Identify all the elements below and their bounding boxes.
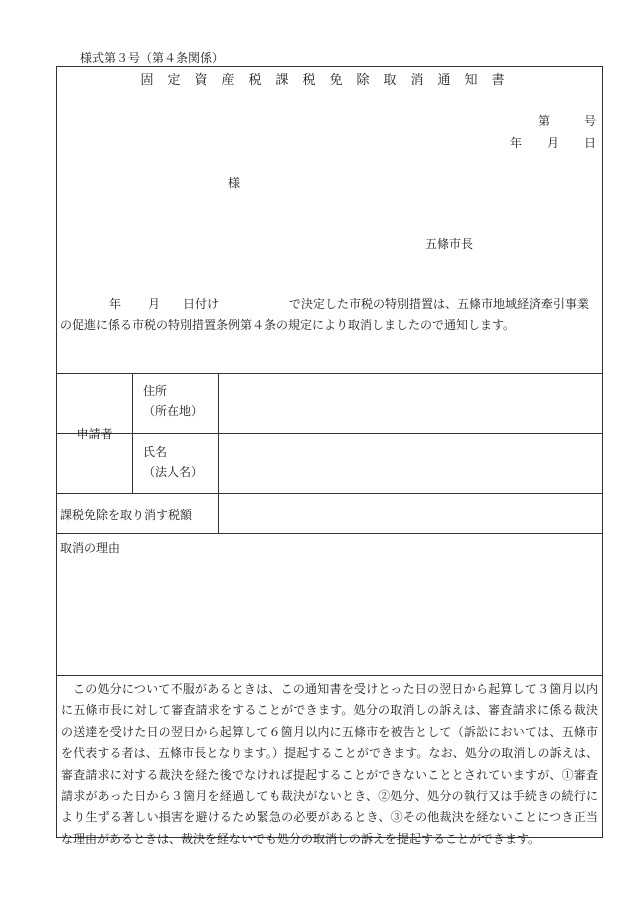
document-title: 固定資産税課税免除取消通知書 [140, 73, 519, 88]
document-number-line [538, 112, 596, 129]
issue-year-label: 年 [509, 136, 522, 150]
decision-month-label: 月 [148, 297, 161, 311]
addressee-suffix: 様 [228, 176, 241, 190]
notice-body-line-2: の促進に係る市税の特別措置条例第４条の規定により取消しましたので通知します。 [60, 318, 516, 332]
notice-body-line-1 [109, 295, 589, 312]
name-label [133, 434, 219, 493]
issue-day-label: 日 [583, 136, 596, 150]
revocation-reason-label: 取消の理由 [60, 541, 121, 555]
issue-month-label: 月 [546, 136, 559, 150]
number-prefix: 第 [537, 114, 550, 128]
tax-amount-row [57, 494, 602, 534]
address-label-line-2: （所在地） [143, 404, 204, 418]
address-label-line-1: 住所 [143, 384, 168, 398]
applicant-label: 申請者 [57, 373, 133, 494]
address-label [133, 373, 219, 433]
notice-body-line-1-text: で決定した市税の特別措置は、五條市地域経済牽引事業 [289, 297, 590, 311]
name-value[interactable] [219, 434, 602, 493]
notice-form [56, 66, 603, 846]
tax-amount-value[interactable] [219, 494, 602, 533]
address-row [57, 373, 602, 441]
decision-day-label: 日付け [183, 297, 220, 311]
issuer-name: 五條市長 [425, 237, 474, 251]
name-row [57, 434, 602, 494]
issue-date-line [510, 134, 596, 151]
decision-year-label: 年 [109, 297, 122, 311]
notice-section [57, 67, 602, 374]
name-label-line-2: （法人名） [143, 465, 204, 479]
number-suffix: 号 [583, 114, 596, 128]
name-label-line-1: 氏名 [143, 445, 168, 459]
address-value[interactable] [219, 373, 602, 433]
form-number-label: 様式第３号（第４条関係） [80, 51, 225, 65]
appeal-instruction-text: この処分について不服があるときは、この通知書を受けとった日の翌日から起算して３箇月以内に五條市長に対して審査請求をすることができます。処分の取消しの訴えは、審査請求に係る裁決の送達を受けた日の翌日から起算して６箇月以内に五條市を被告として（訴訟においては、五條市を代表する者は、五條市長となります。）提起することができます。なお、処分の取消しの訴えは、審査請求に対する裁決を経た後でなければ提起することができないこととされていますが、①審査請求があった日から３箇月を経過しても裁決がないとき、②処分、処分の執行又は手続きの続行により生ずる著しい損害を避けるため緊急の必要があるとき、③その他裁決を経ないことにつき正当な理由があるときは、裁決を経ないでも処分の取消しの訴えを提起することができます。 [61, 682, 598, 846]
tax-amount-label: 課税免除を取り消す税額 [57, 494, 219, 533]
revocation-reason-section[interactable] [57, 534, 602, 676]
